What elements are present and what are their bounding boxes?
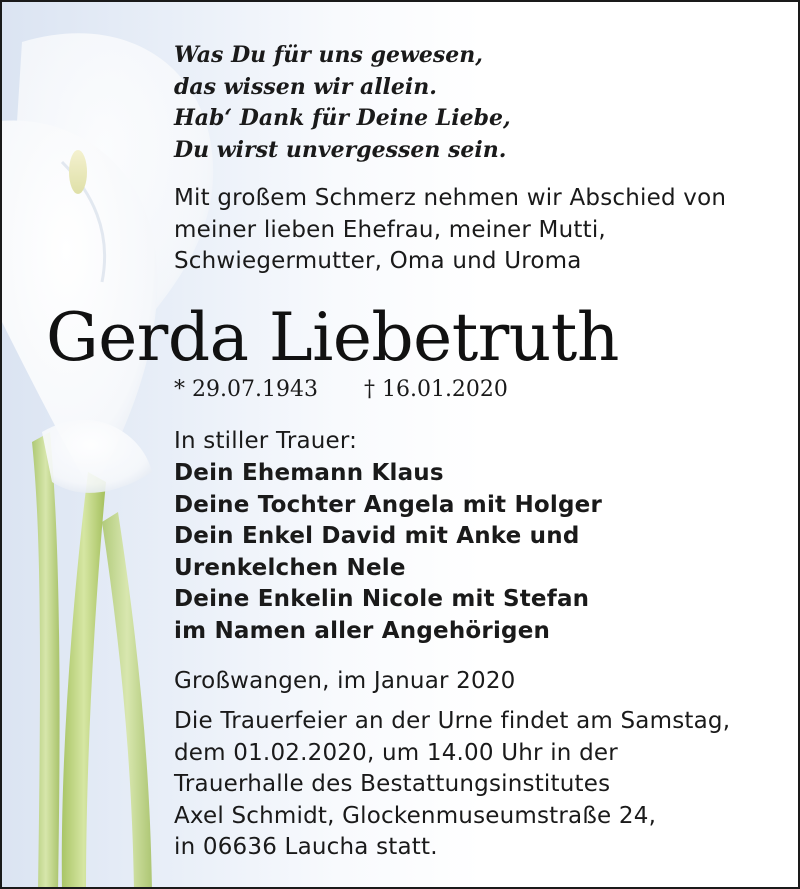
intro-line: Schwiegermutter, Oma und Uroma (174, 248, 582, 274)
mourner-line: Deine Enkelin Nicole mit Stefan (174, 586, 590, 612)
poem-line: Hab‘ Dank für Deine Liebe, (174, 105, 511, 131)
mourner-line: Dein Ehemann Klaus (174, 460, 444, 486)
mourning-heading: In stiller Trauer: (174, 428, 358, 454)
ceremony-line: Die Trauerfeier an der Urne findet am Samstag, (174, 708, 731, 734)
poem-line: Was Du für uns gewesen, (174, 42, 483, 68)
ceremony-line: Trauerhalle des Bestattungsinstitutes (174, 771, 611, 797)
poem-line: das wissen wir allein. (174, 73, 437, 100)
mourner-line: Deine Tochter Angela mit Holger (174, 491, 602, 518)
place-and-date: Großwangen, im Januar 2020 (174, 668, 516, 694)
farewell-intro (174, 183, 726, 278)
ceremony-line: Axel Schmidt, Glockenmuseumstraße 24, (174, 802, 657, 829)
intro-line: meiner lieben Ehefrau, meiner Mutti, (174, 216, 606, 243)
poem-line: Du wirst unvergessen sein. (174, 136, 507, 163)
mourners-list (174, 458, 602, 647)
intro-line: Mit großem Schmerz nehmen wir Abschied von (174, 185, 727, 211)
mourner-line: im Namen aller Angehörigen (174, 617, 551, 644)
ceremony-line: dem 01.02.2020, um 14.00 Uhr in der (174, 739, 618, 766)
deceased-name: Gerda Liebetruth (46, 299, 619, 376)
death-date: † 16.01.2020 (363, 377, 508, 402)
birth-date: * 29.07.1943 (174, 377, 318, 402)
life-dates (174, 374, 508, 406)
mourner-line: Dein Enkel David mit Anke und (174, 523, 580, 549)
funeral-details (174, 706, 730, 864)
poem (174, 40, 511, 166)
mourner-line: Urenkelchen Nele (174, 554, 406, 581)
ceremony-line: in 06636 Laucha statt. (174, 834, 438, 860)
